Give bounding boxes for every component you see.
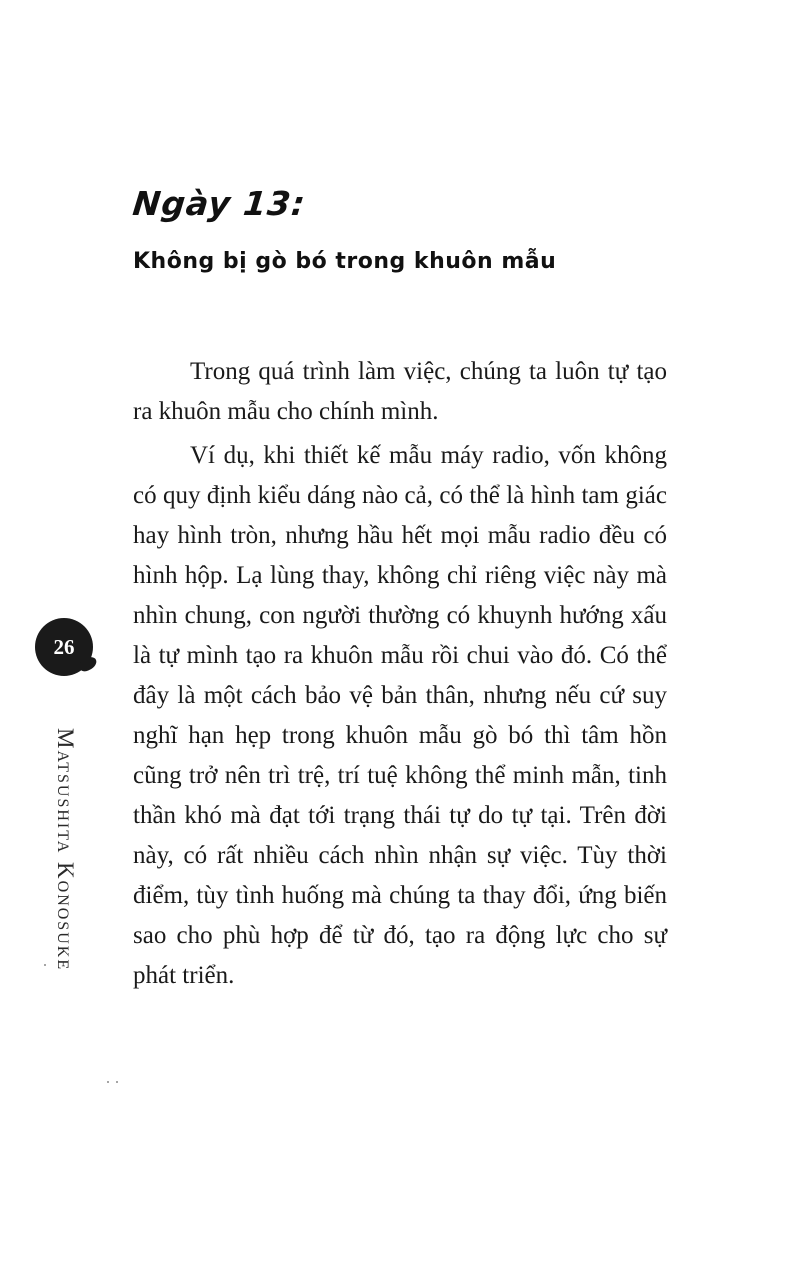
author-running-head: Matsushita Konosuke: [53, 728, 78, 972]
body-text: [133, 352, 667, 1000]
speck: [44, 964, 46, 966]
paragraph: Trong quá trình làm việc, chúng ta luôn tự tạo ra khuôn mẫu cho chính mình.: [133, 358, 667, 425]
page-number: 26: [53, 634, 75, 659]
day-label: Ngày 13:: [130, 184, 308, 223]
speck: [107, 1081, 109, 1083]
chapter-title: Không bị gò bó trong khuôn mẫu: [133, 249, 557, 274]
speck: [116, 1081, 118, 1083]
paragraph: Ví dụ, khi thiết kế mẫu máy radio, vốn không có quy định kiểu dáng nào cả, có thể là hình tam giác hay hình tròn, nhưng hầu hết mọi mẫu radio đều có hình hộp. Lạ lùng thay, không chỉ riêng việc này mà nhìn chung, con người thường có khuynh hướng xấu là tự mình tạo ra khuôn mẫu rồi chui vào đó. Có thể đây là một cách bảo vệ bản thân, nhưng nếu cứ suy nghĩ hạn hẹp trong khuôn mẫu gò bó thì tâm hồn cũng trở nên trì trệ, trí tuệ không thể minh mẫn, tinh thần khó mà đạt tới trạng thái tự do tự tại. Trên đời này, có rất nhiều cách nhìn nhận sự việc. Tùy thời điểm, tùy tình huống mà chúng ta thay đổi, ứng biến sao cho phù hợp để từ đó, tạo ra động lực cho sự phát triển.: [133, 442, 667, 989]
page-number-badge: [35, 618, 93, 676]
